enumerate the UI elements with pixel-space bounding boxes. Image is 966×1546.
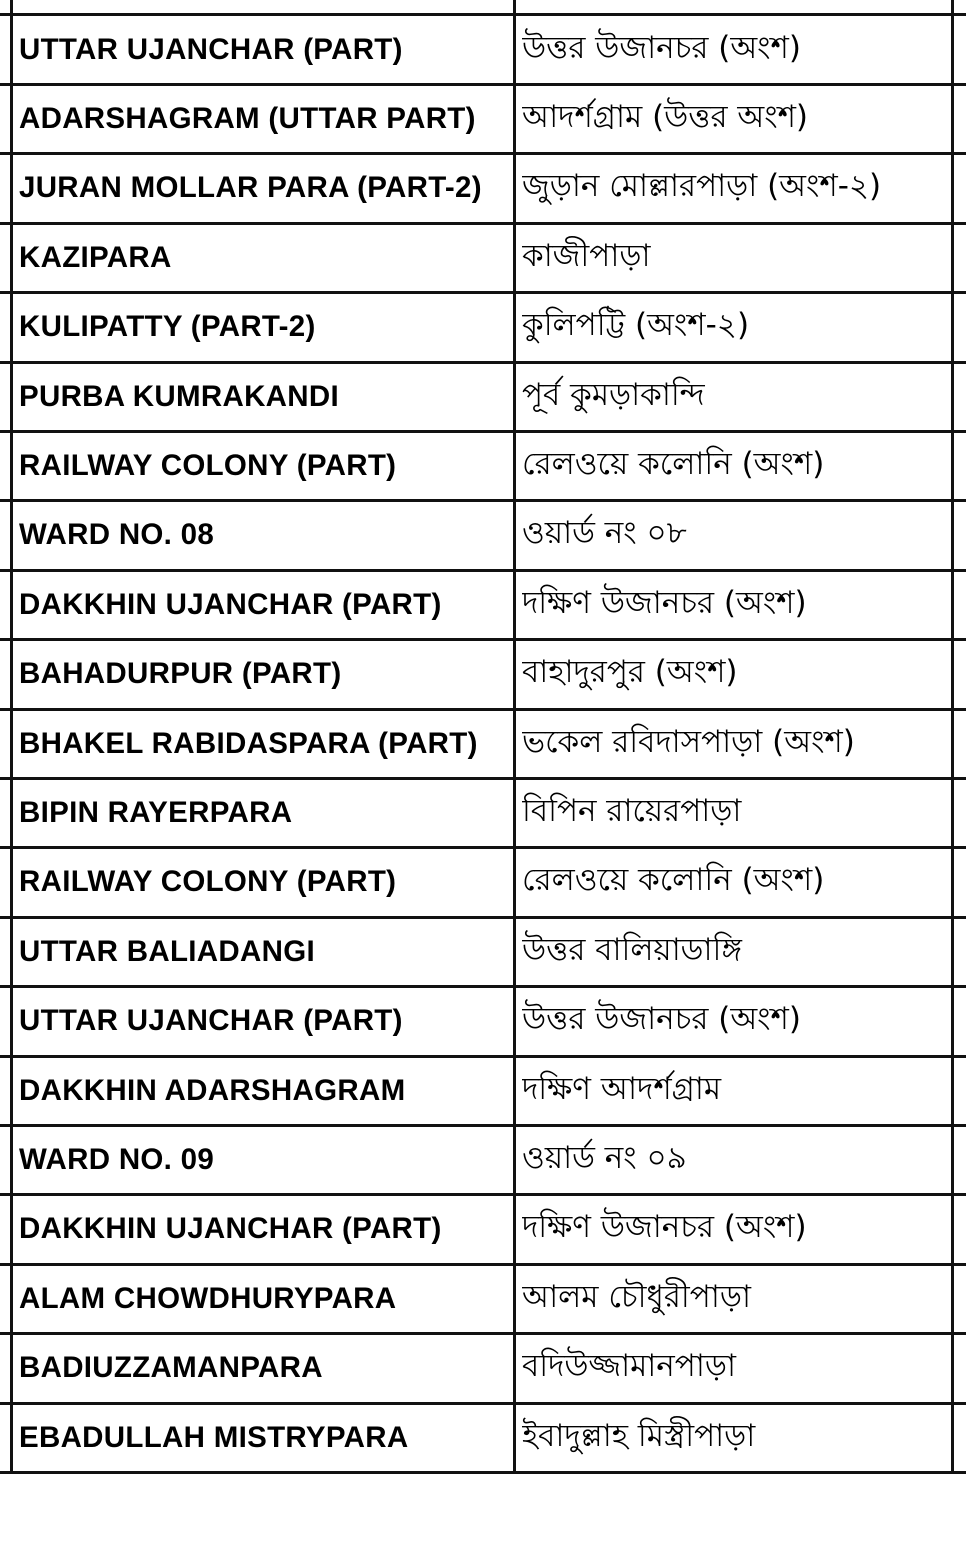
place-name-english: WARD NO. 08 [19, 518, 215, 552]
row-divider [0, 1193, 966, 1196]
row-divider [0, 361, 966, 364]
row-divider [0, 499, 966, 502]
row-divider [0, 430, 966, 433]
table-row [0, 154, 966, 223]
row-divider [0, 708, 966, 711]
place-name-bengali: ইবাদুল্লাহ মিস্ত্রীপাড়া [522, 1417, 756, 1454]
row-divider [0, 569, 966, 572]
place-name-bengali: বদিউজ্জামানপাড়া [522, 1348, 736, 1385]
row-divider [0, 777, 966, 780]
table-row [0, 917, 966, 986]
row-divider [0, 152, 966, 155]
table-row [0, 848, 966, 917]
table-row [0, 1334, 966, 1403]
place-name-english: UTTAR UJANCHAR (PART) [19, 32, 403, 66]
place-name-bengali: বাহাদুরপুর (অংশ) [522, 654, 738, 691]
row-divider [0, 1471, 966, 1474]
place-name-english: RAILWAY COLONY (PART) [19, 448, 397, 482]
place-name-bengali: পূর্ব কুমড়াকান্দি [522, 376, 705, 413]
row-divider [0, 1263, 966, 1266]
table-row [0, 362, 966, 431]
place-name-bengali: আদর্শগ্রাম (উত্তর অংশ) [522, 98, 809, 135]
place-name-bengali: দক্ষিণ আদর্শগ্রাম [522, 1070, 722, 1107]
table-row [0, 15, 966, 84]
place-name-bengali: ওয়ার্ড নং ০৮ [522, 515, 687, 552]
row-divider [0, 1332, 966, 1335]
table-row [0, 1056, 966, 1125]
place-name-bengali: দক্ষিণ উজানচর (অংশ) [522, 1209, 807, 1246]
table-row [0, 1195, 966, 1264]
row-divider [0, 222, 966, 225]
table-row [0, 431, 966, 500]
place-name-english: ADARSHAGRAM (UTTAR PART) [19, 101, 476, 135]
place-name-english: DAKKHIN UJANCHAR (PART) [19, 1212, 442, 1246]
place-name-english: DAKKHIN ADARSHAGRAM [19, 1073, 406, 1107]
row-divider [0, 846, 966, 849]
row-divider [0, 291, 966, 294]
place-name-english: BHAKEL RABIDASPARA (PART) [19, 726, 478, 760]
place-name-english: PURBA KUMRAKANDI [19, 379, 339, 413]
place-name-bengali: আলম চৌধুরীপাড়া [522, 1278, 751, 1315]
table-row [0, 84, 966, 153]
place-name-english: UTTAR BALIADANGI [19, 934, 315, 968]
place-name-english: EBADULLAH MISTRYPARA [19, 1420, 409, 1454]
place-name-english: BADIUZZAMANPARA [19, 1351, 323, 1385]
place-name-english: WARD NO. 09 [19, 1142, 215, 1176]
place-name-bengali: বিপিন রায়েরপাড়া [522, 792, 742, 829]
row-divider [0, 83, 966, 86]
row-divider [0, 13, 966, 16]
table-row [0, 778, 966, 847]
place-name-english: KULIPATTY (PART-2) [19, 310, 316, 344]
place-name-english: RAILWAY COLONY (PART) [19, 865, 397, 899]
place-name-bengali: উত্তর উজানচর (অংশ) [522, 29, 801, 66]
row-divider [0, 638, 966, 641]
row-divider [0, 985, 966, 988]
place-name-english: KAZIPARA [19, 240, 172, 274]
table-row [0, 1125, 966, 1194]
place-name-english: BIPIN RAYERPARA [19, 795, 293, 829]
place-name-english: ALAM CHOWDHURYPARA [19, 1281, 397, 1315]
table-row [0, 501, 966, 570]
row-divider [0, 916, 966, 919]
place-name-english: BAHADURPUR (PART) [19, 657, 342, 691]
place-name-bengali: উত্তর উজানচর (অংশ) [522, 1001, 801, 1038]
place-name-bengali: উত্তর বালিয়াডাঙ্গি [522, 931, 742, 968]
place-name-bengali: দক্ষিণ উজানচর (অংশ) [522, 584, 807, 621]
place-name-bengali: রেলওয়ে কলোনি (অংশ) [522, 862, 825, 899]
row-divider [0, 1124, 966, 1127]
place-name-bengali: ওয়ার্ড নং ০৯ [522, 1139, 687, 1176]
row-divider [0, 1402, 966, 1405]
table-row [0, 1403, 966, 1472]
row-divider [0, 1055, 966, 1058]
table-row [0, 570, 966, 639]
place-name-bengali: রেলওয়ে কলোনি (অংশ) [522, 445, 825, 482]
place-name-english: UTTAR UJANCHAR (PART) [19, 1004, 403, 1038]
table-row [0, 640, 966, 709]
place-name-bengali: কুলিপট্টি (অংশ-২) [522, 307, 750, 344]
place-name-bengali: কাজীপাড়া [522, 237, 651, 274]
table-row [0, 987, 966, 1056]
table-row [0, 223, 966, 292]
table-row [0, 709, 966, 778]
place-name-bengali: ভকেল রবিদাসপাড়া (অংশ) [522, 723, 855, 760]
place-name-english: JURAN MOLLAR PARA (PART-2) [19, 171, 482, 205]
place-name-bengali: জুড়ান মোল্লারপাড়া (অংশ-২) [522, 168, 882, 205]
table-row [0, 293, 966, 362]
table-row [0, 1264, 966, 1333]
place-name-english: DAKKHIN UJANCHAR (PART) [19, 587, 442, 621]
